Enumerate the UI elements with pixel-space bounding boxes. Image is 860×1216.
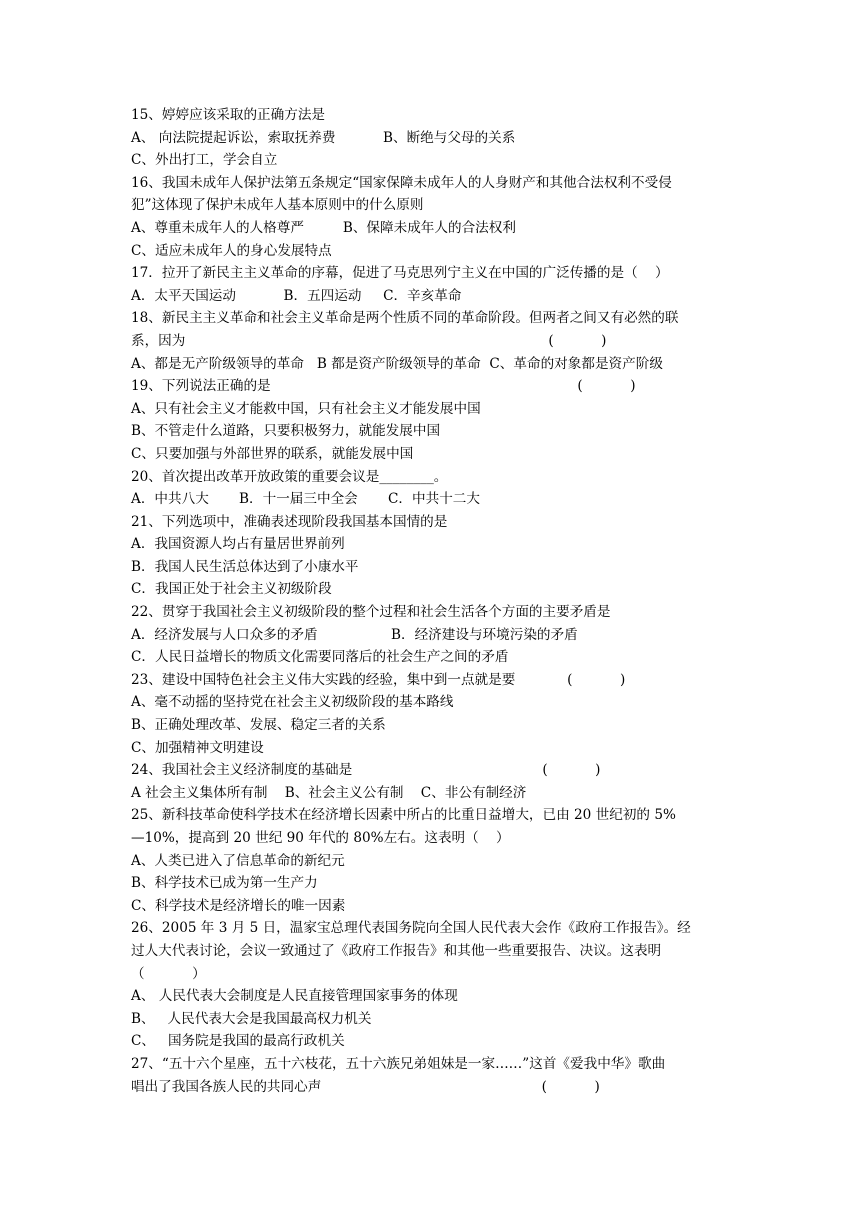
text-line: A 社会主义集体所有制 B、社会主义公有制 C、非公有制经济 [131,784,527,801]
text-line: 唱出了我国各族人民的共同心声 ( ) [131,1078,600,1095]
text-line: C．我国正处于社会主义初级阶段 [131,581,332,598]
text-line: C、科学技术是经济增长的唯一因素 [131,897,346,914]
text-line: 25、新科技革命使科学技术在经济增长因素中所占的比重日益增大，已由 20 世纪初的 5% [131,807,676,824]
text-line: B、 人民代表大会是我国最高权力机关 [131,1010,372,1027]
text-line: C．人民日益增长的物质文化需要同落后的社会生产之间的矛盾 [131,649,509,666]
text-line: A．太平天国运动 B．五四运动 C．辛亥革命 [131,287,462,304]
text-line: 犯”这体现了保护未成年人基本原则中的什么原则 [131,197,424,214]
text-line: A、毫不动摇的坚持党在社会主义初级阶段的基本路线 [131,694,454,711]
text-line: C、只要加强与外部世界的联系，就能发展中国 [131,445,414,462]
text-line: 27、“五十六个星座，五十六枝花，五十六族兄弟姐妹是一家……”这首《爱我中华》歌曲 [131,1055,666,1072]
text-line: C、外出打工，学会自立 [131,152,278,169]
text-line: C、适应未成年人的身心发展特点 [131,242,332,259]
text-line: 24、我国社会主义经济制度的基础是 ( ) [131,762,601,779]
text-line: （ ） [131,965,206,982]
text-line: B、正确处理改革、发展、稳定三者的关系 [131,717,386,734]
text-line: C、加强精神文明建设 [131,739,264,756]
text-line: A、 人民代表大会制度是人民直接管理国家事务的体现 [131,988,458,1005]
text-line: —10%，提高到 20 世纪 90 年代的 80%左右。这表明（ ） [131,830,510,846]
text-line: B、科学技术已成为第一生产力 [131,875,318,892]
text-line: A、 向法院提起诉讼，索取抚养费 B、断绝与父母的关系 [131,129,516,146]
text-line: C、 国务院是我国的最高行政机关 [131,1033,345,1050]
document-page [131,104,731,1098]
text-line: 26、2005 年 3 月 5 日，温家宝总理代表国务院向全国人民代表大会作《政府工作报告》。经 [131,920,691,937]
text-line: B、不管走什么道路，只要积极努力，就能发展中国 [131,423,441,440]
text-line: A．中共八大 B．十一届三中全会 C．中共十二大 [131,491,480,508]
text-line: A．我国资源人均占有量居世界前列 [131,536,345,553]
text-line: 过人大代表讨论，会议一致通过了《政府工作报告》和其他一些重要报告、决议。这表明 [131,942,662,959]
text-line: 22、贯穿于我国社会主义初级阶段的整个过程和社会生活各个方面的主要矛盾是 [131,604,611,621]
text-line: 21、下列选项中，准确表述现阶段我国基本国情的是 [131,513,448,530]
text-line: A、尊重未成年人的人格尊严 B、保障未成年人的合法权利 [131,219,516,236]
text-line: 20、首次提出改革开放政策的重要会议是________。 [131,468,448,485]
text-line: A、都是无产阶级领导的革命 B 都是资产阶级领导的革命 C、革命的对象都是资产阶级 [131,355,663,372]
text-line: 系，因为 ( ) [131,332,607,349]
text-line: A、只有社会主义才能救中国，只有社会主义才能发展中国 [131,400,481,417]
text-line: 16、我国未成年人保护法第五条规定“国家保障未成年人的人身财产和其他合法权利不受侵 [131,174,672,191]
text-line: 18、新民主主义革命和社会主义革命是两个性质不同的革命阶段。但两者之间又有必然的联 [131,310,679,327]
text-line: A、人类已进入了信息革命的新纪元 [131,852,345,869]
text-line: 17．拉开了新民主主义革命的序幕，促进了马克思列宁主义在中国的广泛传播的是（ ） [131,265,669,282]
text-line: 19、下列说法正确的是 ( ) [131,378,636,395]
text-line: 23、建设中国特色社会主义伟大实践的经验，集中到一点就是要 ( ) [131,671,626,688]
text-line: A．经济发展与人口众多的矛盾 B．经济建设与环境污染的矛盾 [131,626,578,643]
text-line: 15、婷婷应该采取的正确方法是 [131,107,326,123]
text-line: B．我国人民生活总体达到了小康水平 [131,558,359,575]
